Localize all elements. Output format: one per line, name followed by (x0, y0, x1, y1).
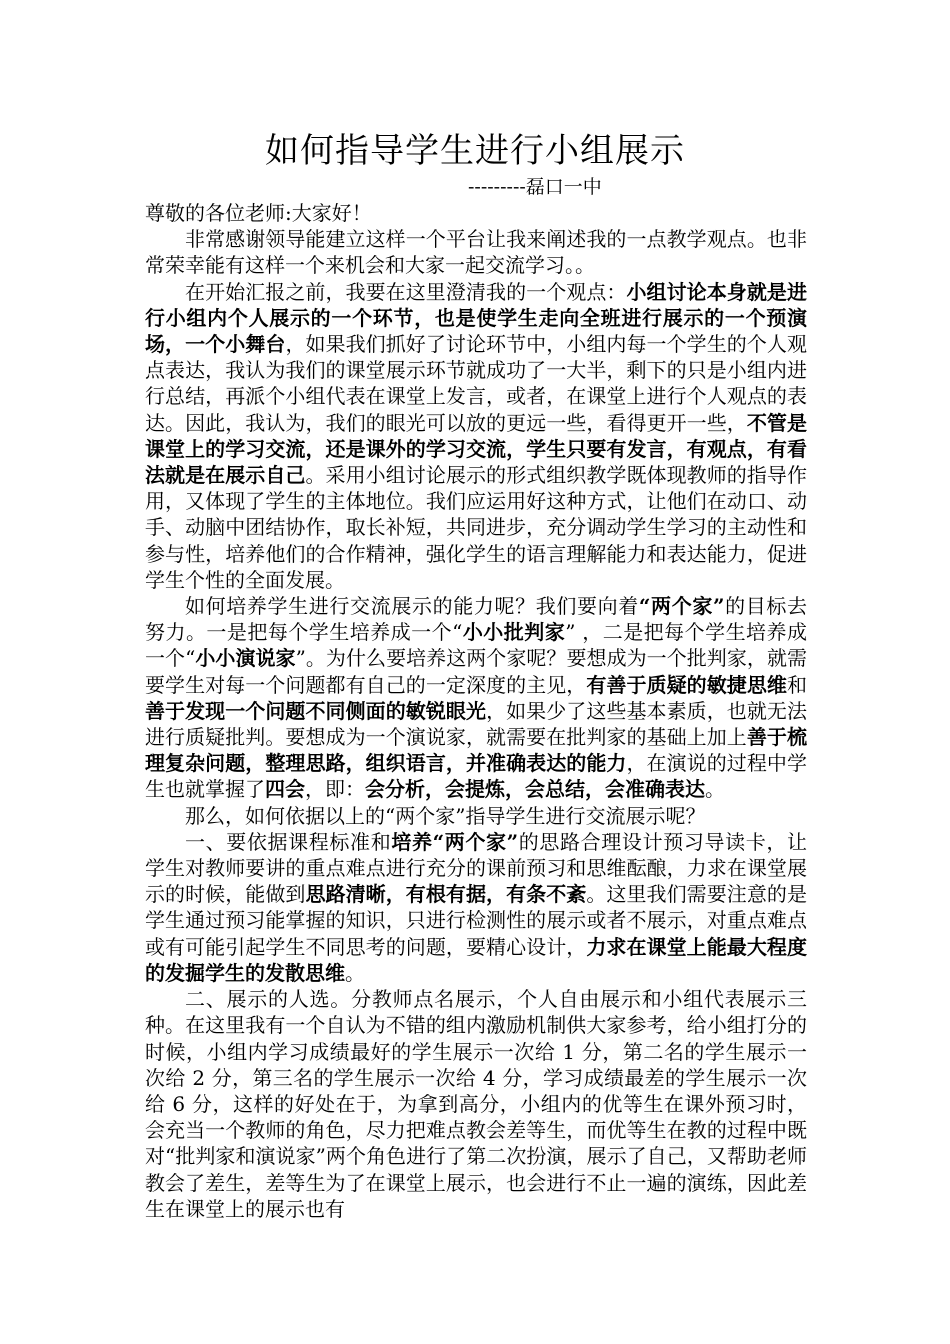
section-two-paragraph: 二、展示的人选。分教师点名展示，个人自由展示和小组代表展示三种。在这里我有一个自认为不错的组内激励机制供大家参考，给小组打分的时候，小组内学习成绩最好的学生展示一次给 1 分，第二名的学生展示一次给 2 分，第三名的学生展示一次给 4 分，学习成绩最差的学生展示一次给 6 分，这样的好处在于，为拿到高分，小组内的优等生在课外预习时，会充当一个教师的角色，尽力把难点教会差等生，而优等生在教的过程中既对“批判家和演说家”两个角色进行了第二次扮演，展示了自己，又帮助老师教会了差生，差等生为了在课堂上展示，也会进行不止一遍的演练，因此差生在课堂上的展示也有 (145, 987, 807, 1221)
text-run: ，如果我们抓好了讨论环节中，小组内每一个学生的个人观点表达，我认为我们的课堂展示环节就成功了一大半，剩下的只是小组内进行总结，再派个小组代表在课堂上发言，或者，在课堂上进行个人观点的表达。因此，我认为，我们的眼光可以放的更远一些，看得更开一些， (145, 332, 807, 435)
text-run: 一、要依据课程标准和 (185, 829, 392, 854)
text-run: ，即： (305, 777, 365, 802)
emphasis-text: 培养“两个家” (391, 829, 519, 854)
text-run: 。这里我们需要注意的是学生通过预习能掌握的知识，只进行检测性的展示或者不展示，对重点难点或有可能引起学生不同思考的问题，要精心设计， (145, 882, 807, 959)
emphasis-text: 力求在课堂上能最大程度的发掘学生的发散思维 (145, 934, 807, 985)
text-run: 的思路合理设计预习导读卡，让学生对教师要讲的重点难点进行充分的课前预习和思维酝酿，力求在课堂展示的时候，能做到 (145, 829, 807, 907)
emphasis-text: “两个家” (638, 594, 725, 619)
text-run: ，在演说的过程中学生也就掌握了 (145, 751, 807, 802)
document-title: 如何指导学生进行小组展示 (265, 131, 685, 171)
text-run: ，如果少了这些基本素质，也就无法进行质疑批判。要想成为一个演说家，就需要在批判家的基础上加上 (145, 698, 807, 750)
text-run: 如何培养学生进行交流展示的能力呢？我们要向着 (185, 594, 639, 619)
author-byline: ---------磊口一中 (468, 176, 602, 198)
emphasis-text: 善于梳理复杂问题，整理思路，组织语言，并准确表达的能力 (145, 725, 807, 776)
text-run: 。 (345, 960, 365, 985)
text-run: ”。为什么要培养这两个家呢？要想成为一个批判家，就需要学生对每一个问题都有自己的一定深度的主见， (145, 646, 807, 697)
question-paragraph: 那么，如何依据以上的“两个家”指导学生进行交流展示呢？ (185, 803, 706, 828)
text-run: 在开始汇报之前，我要在这里澄清我的一个观点： (185, 279, 627, 304)
emphasis-text: 有善于质疑的敏捷思维 (586, 672, 787, 697)
text-run: ” ，二是把每个学生培养成一个“ (145, 620, 808, 671)
emphasis-text: 善于发现一个问题不同侧面的敏锐眼光 (145, 698, 487, 723)
emphasis-text: 小小演说家 (195, 646, 296, 671)
intro-paragraph: 非常感谢领导能建立这样一个平台让我来阐述我的一点教学观点。也非常荣幸能有这样一个来机会和大家一起交流学习。。 (145, 227, 807, 278)
text-run: 的目标去努力。一是把每个学生培养成一个“ (145, 594, 807, 645)
emphasis-text: 会分析，会提炼，会总结，会准确表达 (365, 777, 705, 802)
emphasis-text: 四会 (265, 777, 305, 802)
text-run: 。 (705, 777, 725, 802)
document-body (145, 200, 807, 1222)
greeting-paragraph: 尊敬的各位老师:大家好！ (145, 201, 372, 225)
text-run: 。采用小组讨论展示的形式组织教学既体现教师的指导作用，又体现了学生的主体地位。我们应运用好这种方式，让他们在动口、动手、动脑中团结协作，取长补短，共同进步，充分调动学生学习的主动性和参与性，培养他们的合作精神，强化学生的语言理解能力和表达能力，促进学生个性的全面发展。 (145, 463, 807, 592)
two-experts-paragraph (145, 593, 807, 803)
emphasis-text: 不管是课堂上的学习交流，还是课外的学习交流，学生只要有发言，有观点，有看法就是在展示自己 (145, 410, 807, 488)
section-one-paragraph (145, 829, 807, 986)
emphasis-text: 小小批判家 (462, 620, 566, 645)
viewpoint-paragraph (145, 279, 807, 593)
text-run: 和 (787, 672, 807, 697)
emphasis-text: 小组讨论本身就是进行小组内个人展示的一个环节，也是使学生走向全班进行展示的一个预演场，一个小舞台 (145, 279, 808, 357)
emphasis-text: 思路清晰，有根有据，有条不紊 (305, 882, 587, 907)
